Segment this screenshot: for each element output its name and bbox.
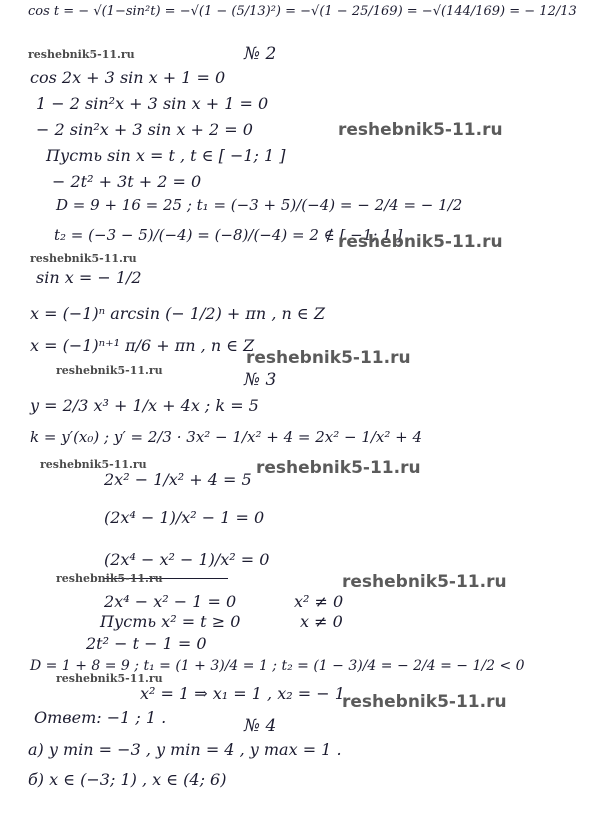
roots-line: x² = 1 ⇒ x₁ = 1 , x₂ = − 1 — [140, 684, 345, 703]
quadratic-line: − 2t² + 3t + 2 = 0 — [52, 172, 202, 191]
equation-line: (2x⁴ − x² − 1)/x² = 0 — [104, 550, 270, 569]
watermark: reshebnik5-11.ru — [338, 120, 503, 140]
general-solution-line: x = (−1)ⁿ arcsin (− 1/2) + πn , n ∈ Z — [30, 304, 325, 323]
equation-line: − 2 sin²x + 3 sin x + 2 = 0 — [36, 120, 253, 139]
discriminant-line: D = 1 + 8 = 9 ; t₁ = (1 + 3)/4 = 1 ; t₂ = (1 − 3)/4 = − 2/4 = − 1/2 < 0 — [30, 658, 525, 674]
task-2-heading: № 2 — [244, 44, 277, 64]
condition-line: x ≠ 0 — [300, 612, 343, 631]
biquadratic-line: 2x⁴ − x² − 1 = 0 — [104, 592, 237, 611]
root-t2-line: t₂ = (−3 − 5)/(−4) = (−8)/(−4) = 2 ∉ [ −1; 1 ] — [54, 226, 403, 244]
watermark: reshebnik5-11.ru — [256, 458, 421, 478]
equation-line: 2x² − 1/x² + 4 = 5 — [104, 470, 252, 489]
watermark: reshebnik5-11.ru — [28, 48, 135, 61]
task-4-heading: № 4 — [244, 716, 277, 736]
discriminant-line: D = 9 + 16 = 25 ; t₁ = (−3 + 5)/(−4) = − 2/4 = − 1/2 — [56, 196, 463, 214]
derivative-line: k = y′(x₀) ; y′ = 2/3 · 3x² − 1/x² + 4 = 2x² − 1/x² + 4 — [30, 428, 423, 446]
watermark: reshebnik5-11.ru — [40, 458, 147, 471]
equation-line: 1 − 2 sin²x + 3 sin x + 1 = 0 — [36, 94, 269, 113]
watermark: reshebnik5-11.ru — [246, 348, 411, 368]
watermark: reshebnik5-11.ru — [342, 692, 507, 712]
cos-t-line: cos t = − √(1−sin²t) = −√(1 − (5/13)²) = −√(1 − 25/169) = −√(144/169) = − 12/13 — [28, 4, 577, 19]
watermark: reshebnik5-11.ru — [30, 252, 137, 265]
answer-line: Ответ: −1 ; 1 . — [34, 708, 167, 727]
watermark: reshebnik5-11.ru — [56, 572, 163, 585]
condition-line: x² ≠ 0 — [294, 592, 344, 611]
part-b-line: б) x ∈ (−3; 1) , x ∈ (4; 6) — [28, 770, 227, 789]
watermark: reshebnik5-11.ru — [342, 572, 507, 592]
equation-line: cos 2x + 3 sin x + 1 = 0 — [30, 68, 226, 87]
task-3-heading: № 3 — [244, 370, 277, 390]
watermark: reshebnik5-11.ru — [56, 672, 163, 685]
function-line: y = 2/3 x³ + 1/x + 4x ; k = 5 — [30, 396, 259, 415]
substitution-line: Пусть x² = t ≥ 0 — [100, 612, 241, 631]
general-solution-line: x = (−1)ⁿ⁺¹ π/6 + πn , n ∈ Z — [30, 336, 255, 355]
watermark: reshebnik5-11.ru — [338, 232, 503, 252]
equation-line: (2x⁴ − 1)/x² − 1 = 0 — [104, 508, 265, 527]
sin-x-line: sin x = − 1/2 — [36, 268, 142, 287]
part-a-line: а) y min = −3 , y min = 4 , y max = 1 . — [28, 740, 342, 759]
substitution-line: Пусть sin x = t , t ∈ [ −1; 1 ] — [46, 146, 286, 165]
watermark: reshebnik5-11.ru — [56, 364, 163, 377]
quadratic-line: 2t² − t − 1 = 0 — [86, 634, 207, 653]
